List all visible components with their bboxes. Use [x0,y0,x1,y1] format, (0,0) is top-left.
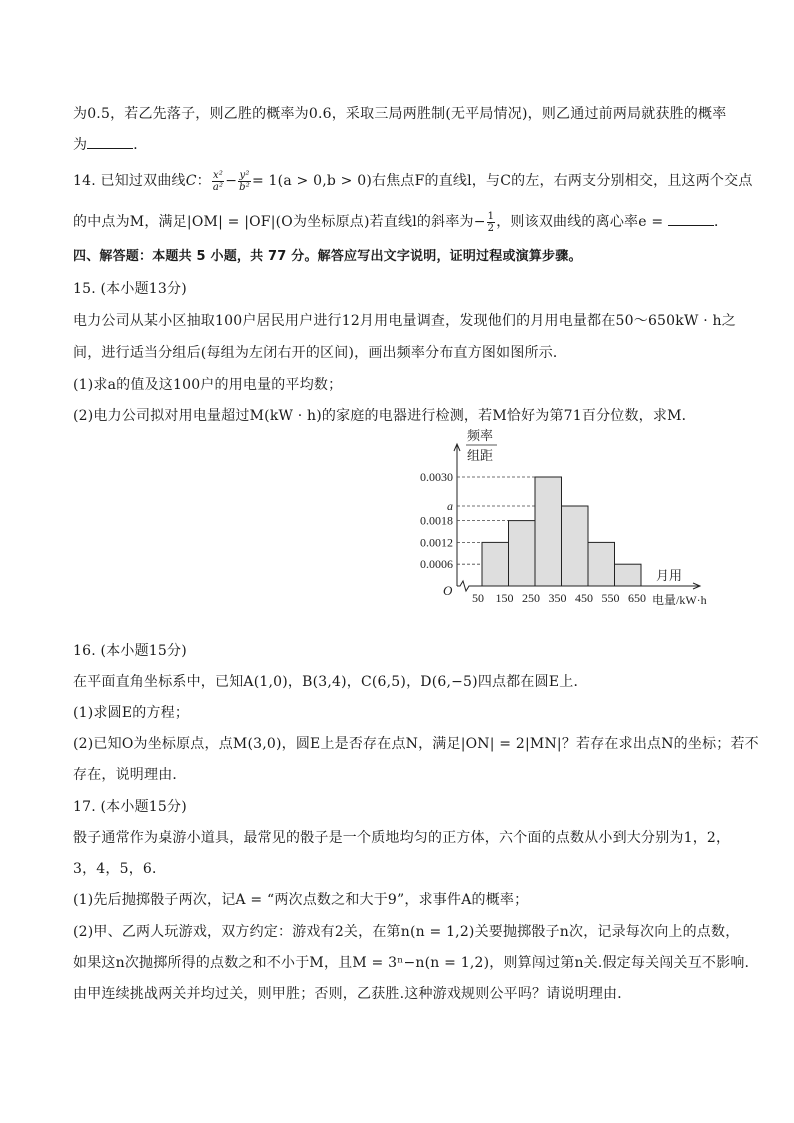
x-axis-label-top: 月用 [656,568,683,583]
q16-line-3: (2)已知O为坐标原点，点M(3,0)，圆E上是否存在点N，满足|ON| = 2|MN|？若存在求出点N的坐标；若不 [73,736,759,752]
fraction-y2-b2 [238,170,251,193]
q14-line-2-end: ，则该双曲线的离心率e = [496,214,664,230]
frequency-histogram [400,425,730,610]
frac-den-2: 2 [487,222,495,234]
q17-line-6: 由甲连续挑战两关并均过关，则甲胜；否则，乙获胜.这种游戏规则公平吗？请说明理由． [73,986,632,1002]
histogram-bar [535,477,562,586]
x-tick-label: 650 [628,591,646,605]
frac-den-a2: a² [212,181,224,193]
x-tick-label: 450 [575,591,593,605]
minus-sign: − [225,173,238,189]
q14-equation: = 1(a > 0,b > 0) [251,173,373,189]
q14-colon: ： [196,173,211,189]
origin-label: O [443,583,453,598]
y-axis-label-numerator: 频率 [467,428,494,443]
frac-num-1: 1 [487,210,495,222]
q17-line-2: 3，4，5，6． [73,861,167,877]
q14-curve-name: C [185,173,197,189]
frac-num-x2: x² [213,169,224,181]
q16-line-1: 在平面直角坐标系中，已知A(1,0)，B(3,4)，C(6,5)，D(6,−5)四点都在圆E上． [73,674,588,690]
frac-den-b2: b² [239,181,250,193]
y-tick-label: a [447,499,453,513]
q13-line-2-prefix: 为 [73,137,88,153]
q15-line-2: 间，进行适当分组后(每组为左闭右开的区间)，画出频率分布直方图如图所示． [73,345,568,361]
q15-header: 15. (本小题13分) [73,281,187,297]
q16-line-4: 存在，说明理由． [73,767,187,783]
fraction-x2-a2 [212,170,224,193]
histogram-bar [588,542,615,586]
q14-line-2 [73,210,728,234]
q17-line-1: 骰子通常作为桌游小道具，最常见的骰子是一个质地均匀的正方体，六个面的点数从小到大分别为1，2， [73,830,731,846]
histogram-bar [509,521,536,586]
q13-line-2-suffix: ． [133,137,148,153]
answer-blank-14 [668,213,714,226]
q14-line-1 [73,168,753,194]
q17-header: 17. (本小题15分) [73,799,187,815]
x-tick-label: 150 [495,591,514,605]
q17-line-3: (1)先后抛掷骰子两次，记A = “两次点数之和大于9”，求事件A的概率； [73,892,529,908]
x-tick-label: 550 [601,591,620,605]
q14-intro: 14. 已知过双曲线 [73,173,186,189]
q17-line-5: 如果这n次抛掷所得的点数之和不小于M，且M = 3ⁿ−n(n = 1,2)，则算闯过第n关.假定每关闯关互不影响. [73,955,750,971]
y-tick-label: 0.0030 [420,470,453,484]
y-tick-label: 0.0006 [420,557,453,572]
x-tick-label: 250 [522,591,540,605]
q15-line-3: (1)求a的值及这100户的用电量的平均数； [73,377,343,393]
q16-line-2: (1)求圆E的方程； [73,705,190,721]
x-tick-label: 350 [548,591,567,605]
q14-intro-cont: 右焦点F的直线l，与C的左，右两支分别相交，且这两个交点 [372,173,753,189]
chart-bars [482,477,641,586]
y-tick-label: 0.0018 [420,513,453,528]
q17-line-4: (2)甲、乙两人玩游戏，双方约定：游戏有2关，在第n(n = 1,2)关要抛掷骰子n次，记录每次向上的点数， [73,924,740,940]
y-axis-label-denominator: 组距 [467,448,494,463]
histogram-bar [562,506,589,586]
q14-line-2-text: 的中点为M，满足|OM| = |OF|(O为坐标原点)若直线l的斜率为− [73,214,486,230]
q15-line-4: (2)电力公司拟对用电量超过M(kW · h)的家庭的电器进行检测，若M恰好为第71百分位数，求M． [73,408,696,424]
histogram-bar [482,542,509,586]
histogram-bar [615,564,642,586]
q16-header: 16. (本小题15分) [73,643,187,659]
q14-end: ． [713,214,729,230]
fraction-one-half [487,211,496,234]
frac-num-y2: y² [239,169,250,181]
y-tick-label: 0.0012 [420,535,453,550]
q13-line-2 [73,135,147,155]
section-heading: 四、解答题：本题共 5 小题，共 77 分。解答应写出文字说明，证明过程或演算步骤。 [73,249,582,264]
answer-blank-13 [87,136,133,149]
q13-line-1: 为0.5，若乙先落子，则乙胜的概率为0.6，采取三局两胜制(无平局情况)，则乙通过前两局就获胜的概率 [73,106,727,122]
x-axis-break [457,581,473,591]
x-tick-label: 50 [472,591,484,605]
x-axis-label-bottom: 电量/kW·h [652,593,707,607]
q15-line-1: 电力公司从某小区抽取100户居民用户进行12月用电量调查，发现他们的月用电量都在50～650kW · h之 [73,313,736,329]
